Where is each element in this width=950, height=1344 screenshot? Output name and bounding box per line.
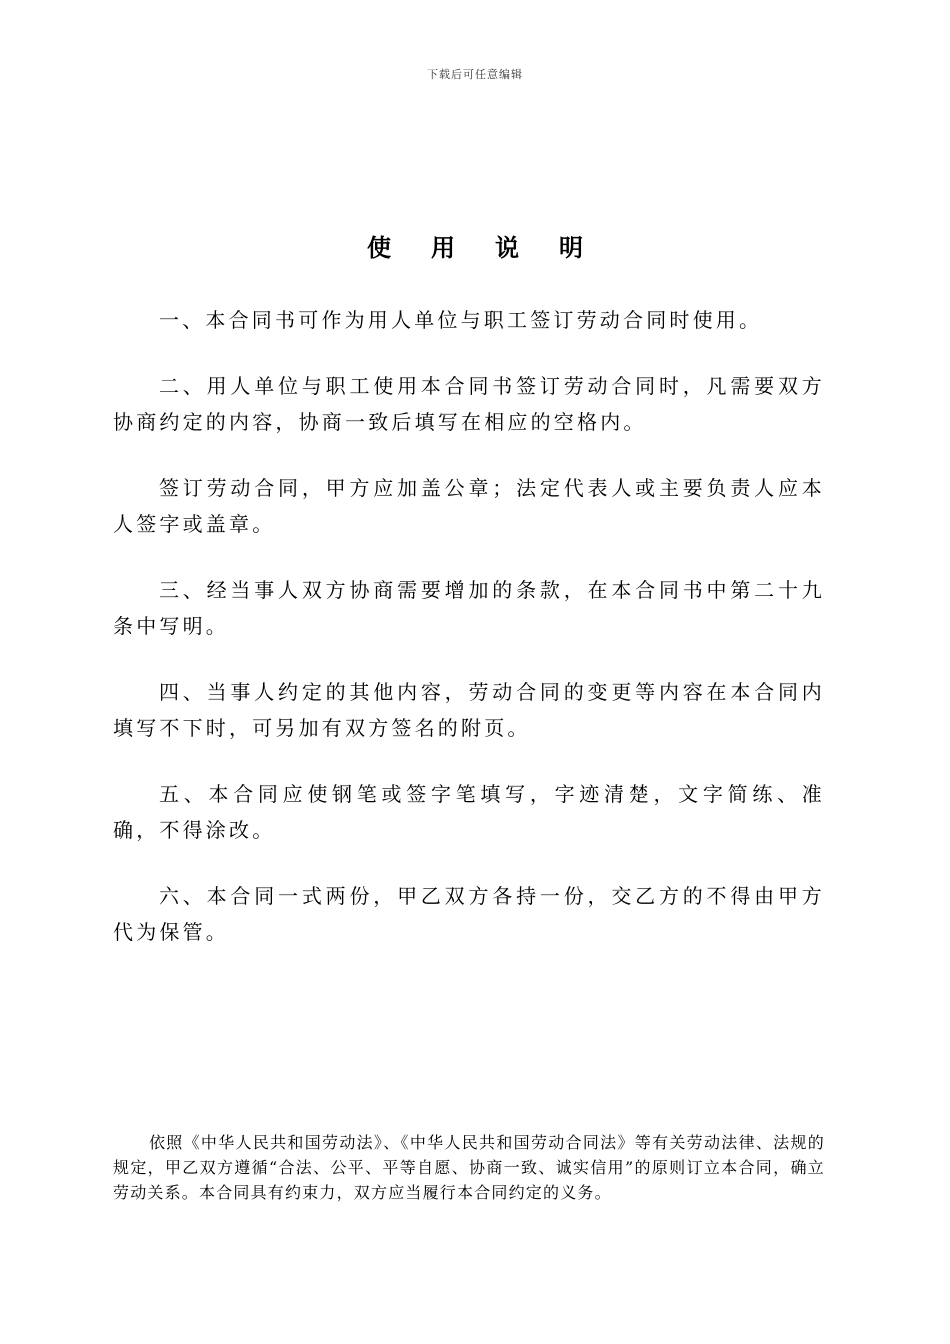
preamble-section: [113, 1130, 825, 1205]
instruction-item-2: 二、用人单位与职工使用本合同书签订劳动合同时，凡需要双方协商约定的内容，协商一致后填写在相应的空格内。: [113, 374, 825, 434]
page-header-note: 下载后可任意编辑: [427, 68, 523, 81]
page-title: 使用说明: [367, 234, 623, 262]
instruction-item-4: 四、当事人约定的其他内容，劳动合同的变更等内容在本合同内填写不下时，可另加有双方签名的附页。: [113, 680, 825, 740]
instruction-item-5: 五、本合同应使钢笔或签字笔填写，字迹清楚，文字简练、准确，不得涂改。: [113, 782, 825, 842]
instruction-item-6: 六、本合同一式两份，甲乙双方各持一份，交乙方的不得由甲方代为保管。: [113, 884, 825, 944]
instruction-item-1: 一、本合同书可作为用人单位与职工签订劳动合同时使用。: [159, 308, 763, 332]
preamble-text: 依照《中华人民共和国劳动法》、《中华人民共和国劳动合同法》等有关劳动法律、法规的规定，甲乙双方遵循“合法、公平、平等自愿、协商一致、诚实信用”的原则订立本合同，确立劳动关系。本合同具有约束力，双方应当履行本合同约定的义务。: [113, 1133, 825, 1202]
instruction-item-3: 三、经当事人双方协商需要增加的条款，在本合同书中第二十九条中写明。: [113, 578, 825, 638]
instructions-section: [113, 302, 825, 980]
instruction-item-2-seal: 签订劳动合同，甲方应加盖公章；法定代表人或主要负责人应本人签字或盖章。: [113, 476, 825, 536]
